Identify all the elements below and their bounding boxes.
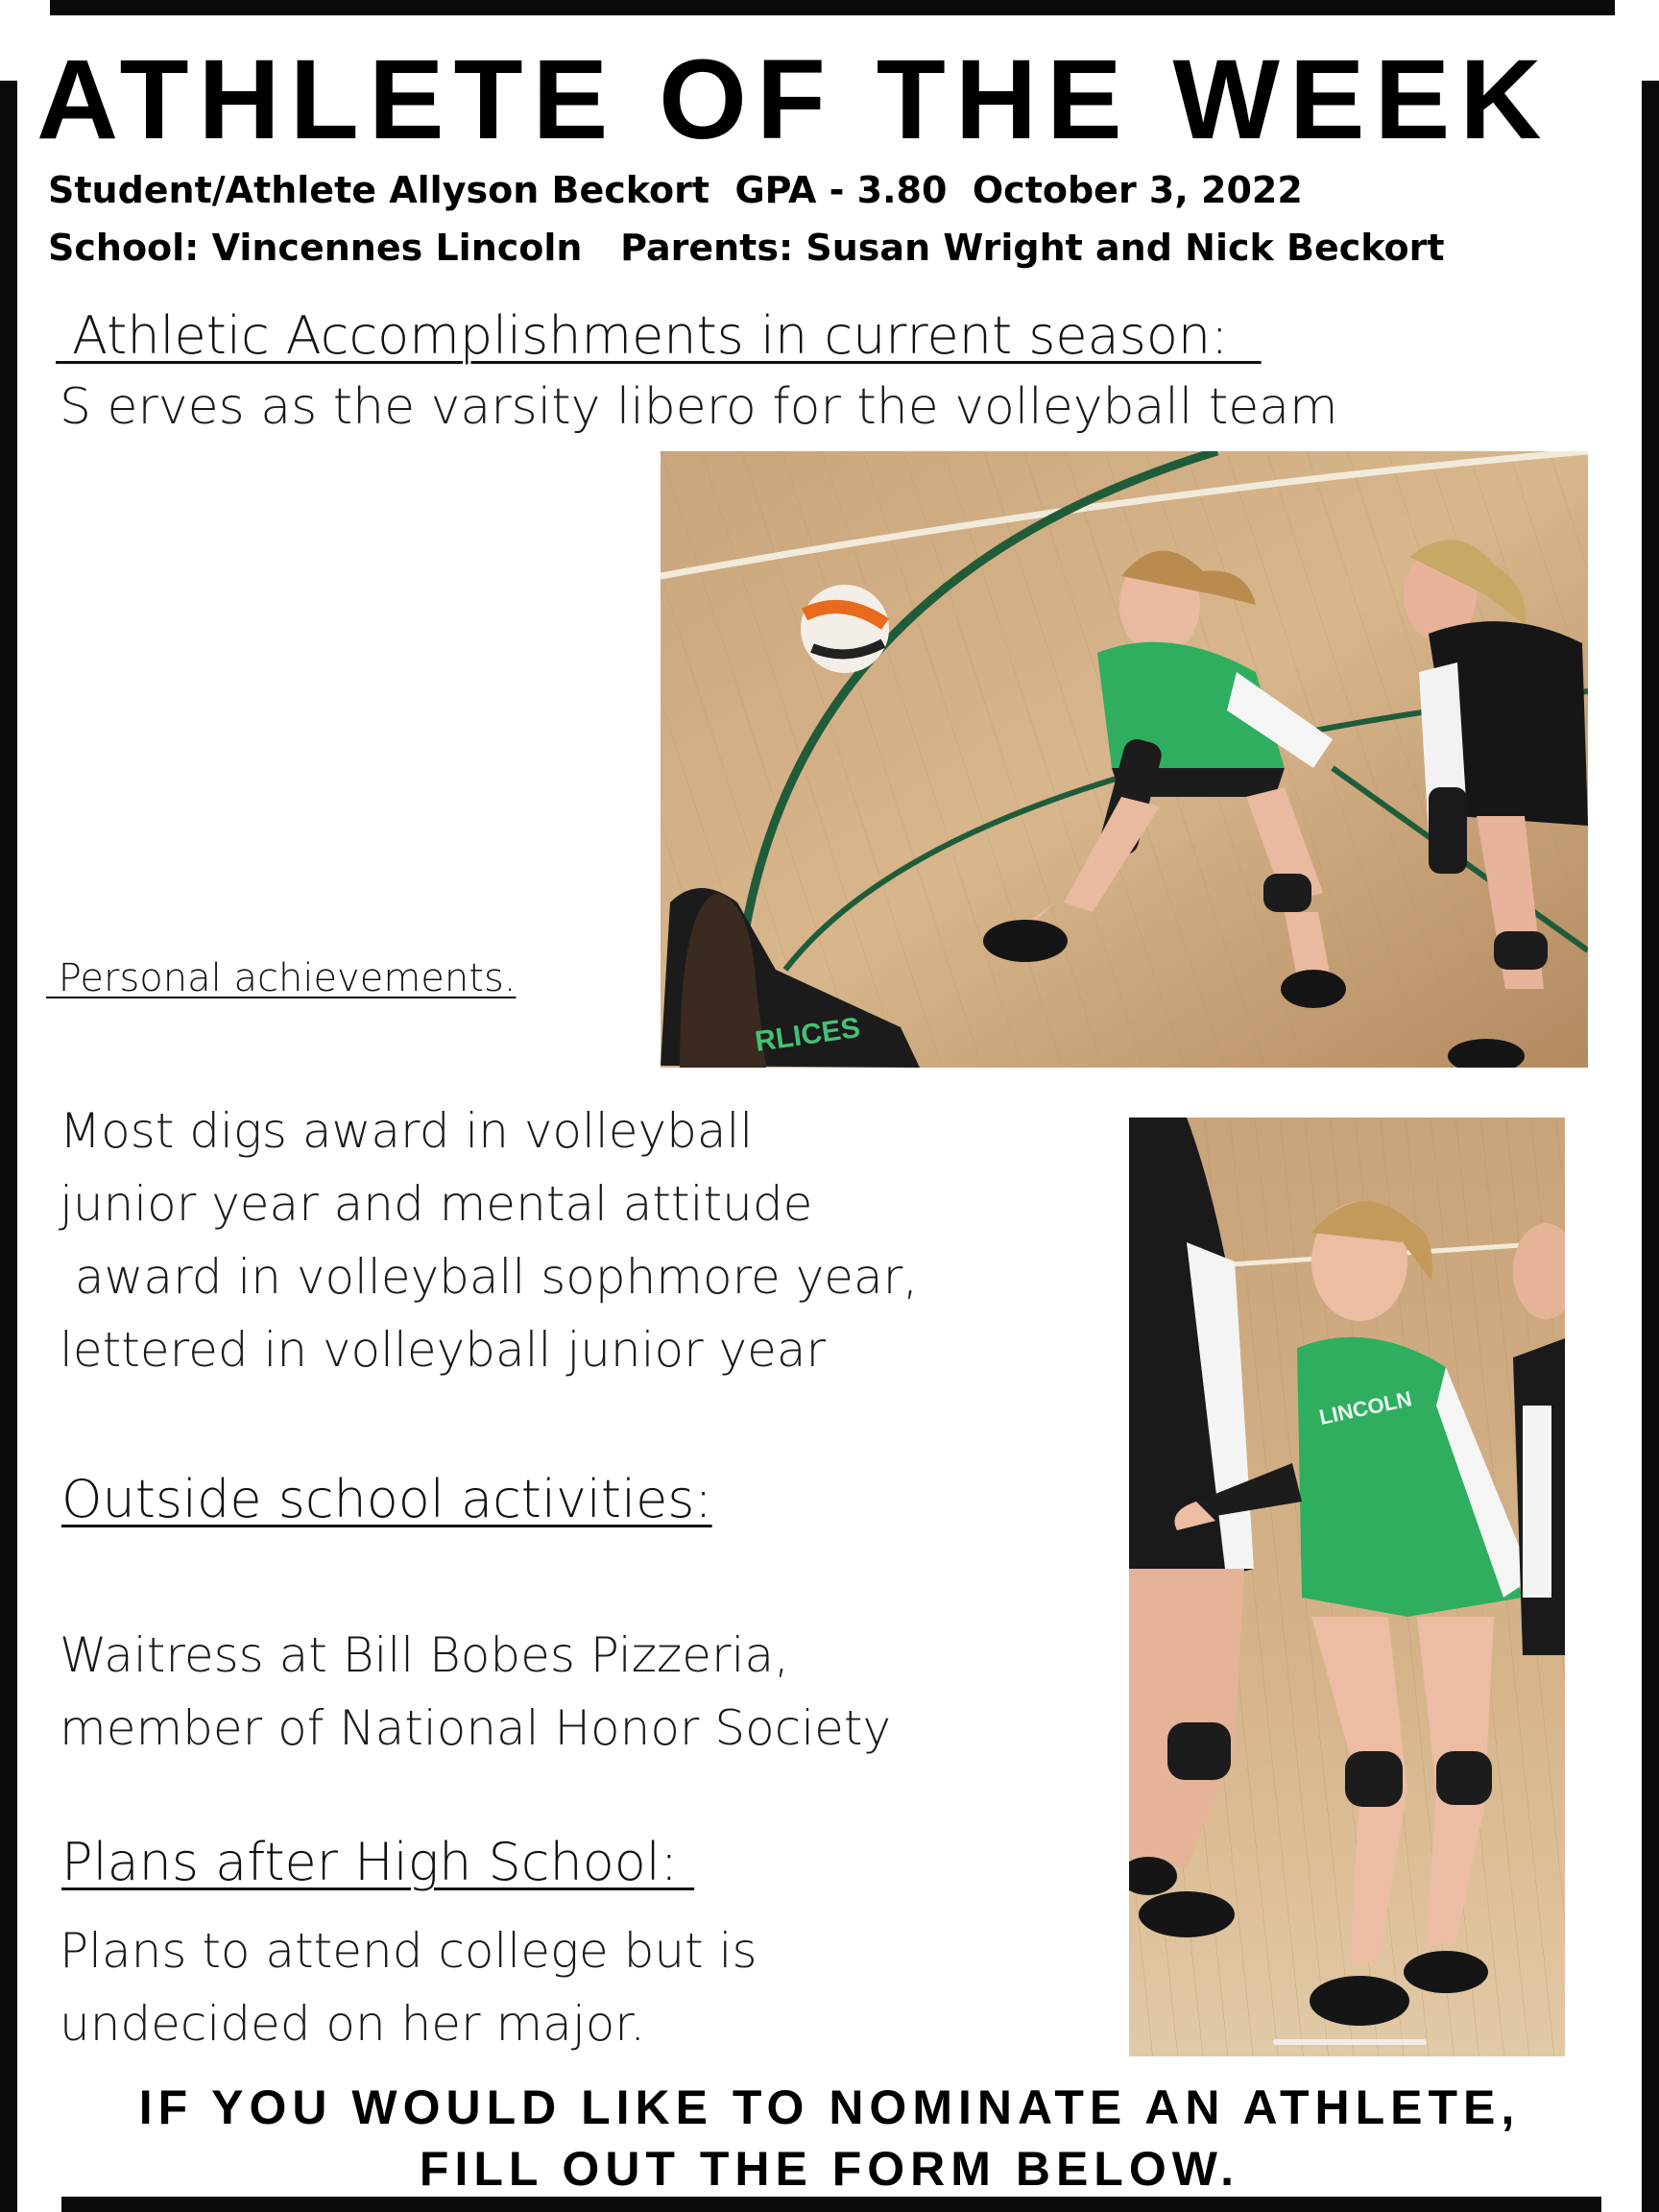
outside-line-2: member of National Honor Society	[60, 1700, 892, 1756]
nominate-footer-line-2: FILL OUT THE FORM BELOW.	[419, 2142, 1240, 2196]
page-title: ATHLETE OF THE WEEK	[36, 36, 1551, 163]
plans-heading: Plans after High School:	[61, 1832, 695, 1892]
personal-heading: Personal achievements.	[46, 956, 517, 1000]
personal-line-2: junior year and mental attitude	[60, 1176, 813, 1232]
student-info-line: Student/Athlete Allyson Beckort GPA - 3.80 October 3, 2022	[48, 169, 1303, 211]
volleyball-dig-photo	[661, 451, 1588, 1068]
plans-line-1: Plans to attend college but is	[60, 1923, 757, 1979]
athletic-heading: Athletic Accomplishments in current season:	[56, 305, 1262, 366]
personal-line-4: lettered in volleyball junior year	[60, 1322, 827, 1378]
nominate-footer-line-1: IF YOU WOULD LIKE TO NOMINATE AN ATHLETE,	[138, 2080, 1521, 2134]
volleyball-celebration-photo	[1129, 1118, 1565, 2056]
bottom-border	[61, 2197, 1601, 2212]
outside-line-1: Waitress at Bill Bobes Pizzeria,	[60, 1627, 789, 1683]
right-border	[1642, 81, 1659, 2212]
top-border	[50, 0, 1615, 15]
athletic-text: S erves as the varsity libero for the volleyball team	[60, 378, 1338, 436]
outside-heading: Outside school activities:	[61, 1469, 712, 1529]
school-info-line: School: Vincennes Lincoln Parents: Susan Wright and Nick Beckort	[48, 227, 1445, 269]
personal-line-3: award in volleyball sophmore year,	[60, 1249, 919, 1305]
top-jersey-text: RLICES	[753, 1011, 862, 1058]
bottom-jersey-text: LINCOLN	[1316, 1386, 1414, 1430]
personal-line-1: Most digs award in volleyball	[60, 1103, 754, 1159]
left-border	[0, 81, 17, 2212]
plans-line-2: undecided on her major.	[60, 1996, 646, 2052]
